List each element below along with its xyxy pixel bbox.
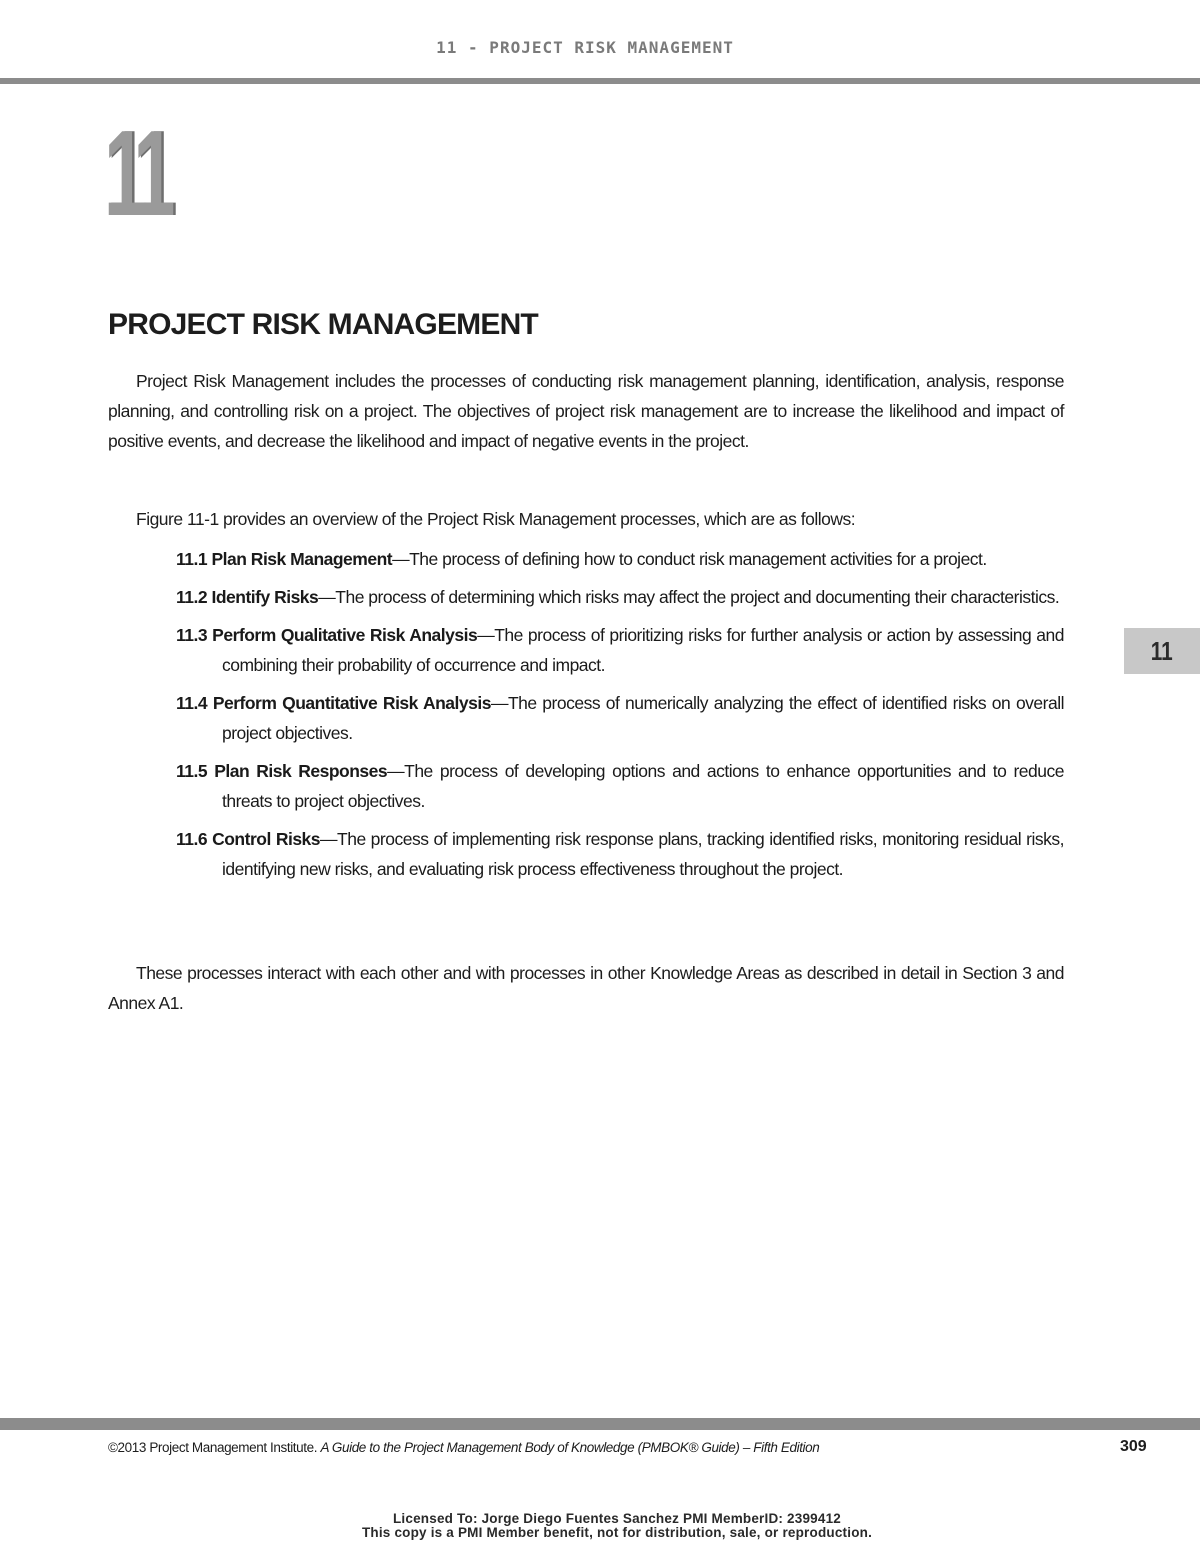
list-item — [176, 544, 1064, 574]
bottom-rule — [0, 1418, 1200, 1430]
list-item — [176, 582, 1064, 612]
overview-paragraph: Figure 11-1 provides an overview of the Project Risk Management processes, which are as follows: — [136, 509, 856, 529]
process-name: Perform Quantitative Risk Analysis — [212, 693, 491, 713]
process-number: 11.6 — [176, 829, 208, 849]
list-item — [176, 824, 1064, 884]
process-description: —The process of numerically analyzing the effect of identified risks on overall project objectives. — [222, 693, 1064, 743]
chapter-number: 11 — [104, 105, 167, 241]
process-description: —The process of defining how to conduct risk management activities for a project. — [392, 549, 987, 569]
process-name: Identify Risks — [211, 587, 319, 607]
process-name: Plan Risk Responses — [214, 761, 388, 781]
process-number: 11.1 — [176, 549, 208, 569]
process-description: —The process of implementing risk response plans, tracking identified risks, monitoring residual risks, identifying new risks, and evaluating risk process effectiveness throughout the project. — [222, 829, 1064, 879]
process-list — [176, 544, 1064, 892]
process-name: Perform Qualitative Risk Analysis — [212, 625, 478, 645]
list-item — [176, 688, 1064, 748]
process-description: —The process of determining which risks may affect the project and documenting their characteristics. — [318, 587, 1060, 607]
process-name: Control Risks — [212, 829, 321, 849]
process-number: 11.4 — [176, 693, 208, 713]
process-number: 11.3 — [176, 625, 208, 645]
license-line-2: This copy is a PMI Member benefit, not for distribution, sale, or reproduction. — [361, 1525, 873, 1540]
copyright-text: ©2013 Project Management Institute. — [108, 1440, 321, 1455]
intro-paragraph: Project Risk Management includes the processes of conducting risk management planning, identification, analysis, response planning, and controlling risk on a project. The objectives of project risk management are to increase the likelihood and impact of positive events, and decrease the likelihood and impact of negative events in the project. — [108, 371, 1064, 451]
top-rule — [0, 78, 1200, 84]
footer-copyright — [108, 1440, 819, 1455]
license-line-1: Licensed To: Jorge Diego Fuentes Sanchez PMI MemberID: 2399412 — [392, 1511, 842, 1526]
process-name: Plan Risk Management — [211, 549, 393, 569]
side-tab-label: 11 — [1151, 635, 1173, 666]
process-description: —The process of prioritizing risks for further analysis or action by assessing and combining their probability of occurrence and impact. — [222, 625, 1064, 675]
book-title: A Guide to the Project Management Body of Knowledge (PMBOK® Guide) – Fifth Edition — [320, 1440, 820, 1455]
list-item — [176, 756, 1064, 816]
process-number: 11.2 — [176, 587, 208, 607]
process-number: 11.5 — [176, 761, 208, 781]
running-head: 11 - PROJECT RISK MANAGEMENT — [436, 38, 734, 57]
page-number: 309 — [1120, 1438, 1147, 1455]
chapter-side-tab — [1124, 628, 1200, 674]
closing-paragraph: These processes interact with each other and with processes in other Knowledge Areas as described in detail in Section 3 and Annex A1. — [108, 963, 1064, 1013]
license-notice — [0, 1512, 1200, 1540]
process-description: —The process of developing options and actions to enhance opportunities and to reduce threats to project objectives. — [222, 761, 1064, 811]
list-item — [176, 620, 1064, 680]
chapter-title: PROJECT RISK MANAGEMENT — [108, 308, 538, 341]
